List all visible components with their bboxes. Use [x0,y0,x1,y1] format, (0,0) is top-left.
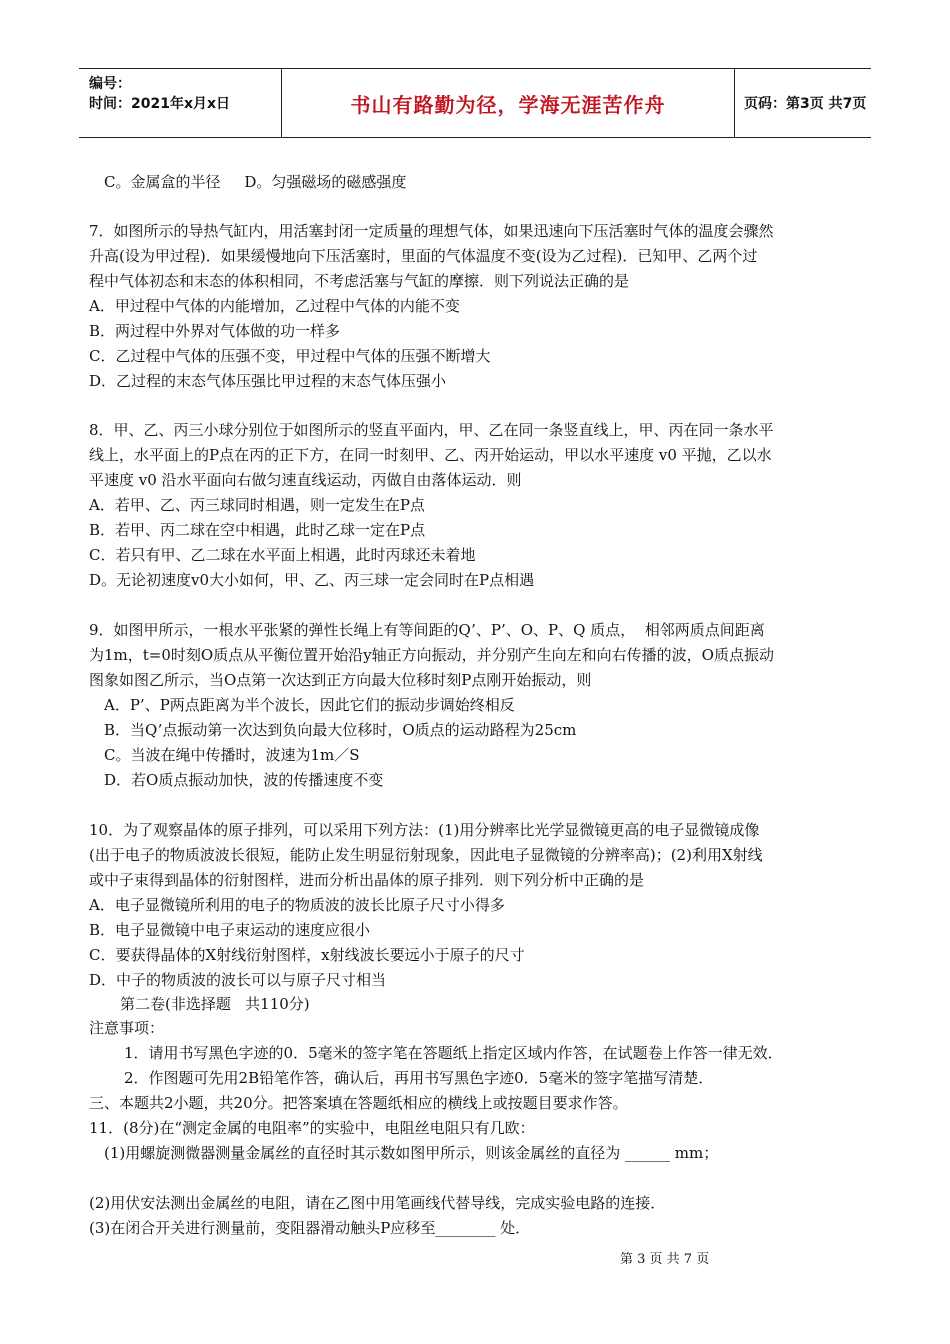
option-line: C。当波在绳中传播时，波速为1m／S [104,746,360,764]
header-info-cell [79,69,282,137]
question-7-line: 程中气体初态和末态的体积相同，不考虑活塞与气缸的摩擦．则下列说法正确的是 [89,272,630,290]
question-11-line: (1)用螺旋测微器测量金属丝的直径时其示数如图甲所示，则该金属丝的直径为 ______ mm； [104,1144,719,1162]
option-line: D．若O质点振动加快，波的传播速度不变 [104,771,384,789]
option-line: C．若只有甲、乙二球在水平面上相遇，此时丙球还未着地 [89,546,476,564]
option-line: B．电子显微镜中电子束运动的速度应很小 [89,921,371,939]
option-line: D。无论初速度v0大小如何，甲、乙、丙三球一定会同时在P点相遇 [89,571,535,589]
section-instruction: 三、本题共2小题，共20分。把答案填在答题纸相应的横线上或按题目要求作答。 [89,1094,628,1112]
question-8-line: 平速度 v0 沿水平面向右做匀速直线运动，丙做自由落体运动．则 [89,471,522,489]
question-10-line: 或中子束得到晶体的衍射图样，进而分析出晶体的原子排列．则下列分析中正确的是 [89,871,645,889]
header-motto-cell [282,69,735,137]
motto: 书山有路勤为径，学海无涯苦作舟 [350,93,666,117]
question-9-line: 图象如图乙所示，当O点第一次达到正方向最大位移时刻P点刚开始振动，则 [89,671,592,689]
option-line: B．若甲、丙二球在空中相遇，此时乙球一定在P点 [89,521,426,539]
option-line: A．P’、P两点距离为半个波长，因此它们的振动步调始终相反 [104,696,515,714]
question-8-line: 线上，水平面上的P点在丙的正下方，在同一时刻甲、乙、丙开始运动，甲以水平速度 v0 平抛，乙以水 [89,446,772,464]
notice-item: 2．作图题可先用2B铅笔作答，确认后，再用书写黑色字迹0．5毫米的签字笔描写清楚． [124,1069,714,1087]
question-9-line: 为1m，t=0时刻O质点从平衡位置开始沿y轴正方向振动，并分别产生向左和向右传播的波，O质点振动 [89,646,774,664]
option-line: C．要获得晶体的X射线衍射图样，x射线波长要远小于原子的尺寸 [89,946,525,964]
option-line: A．甲过程中气体的内能增加，乙过程中气体的内能不变 [89,297,460,315]
question-11-line: (3)在闭合开关进行测量前，变阻器滑动触头P应移至________ 处． [89,1219,531,1237]
question-7-line: 升高(设为甲过程)．如果缓慢地向下压活塞时，里面的气体温度不变(设为乙过程)．已知甲、乙两个过 [89,247,758,265]
option-line: B．两过程中外界对气体做的功一样多 [89,322,341,340]
question-10-line: 10．为了观察晶体的原子排列，可以采用下列方法：(1)用分辨率比光学显微镜更高的电子显微镜成像 [89,821,760,839]
option-line: D．乙过程的末态气体压强比甲过程的末态气体压强小 [89,372,447,390]
question-11-line: 11．(8分)在“测定金属的电阻率”的实验中，电阻丝电阻只有几欧： [89,1119,535,1137]
option-line: C．乙过程中气体的压强不变，甲过程中气体的压强不断增大 [89,347,491,365]
section-title: 第二卷(非选择题 共110分) [120,995,310,1013]
option-line: A．若甲、乙、丙三球同时相遇，则一定发生在P点 [89,496,425,514]
question-10-line: (出于电子的物质波波长很短，能防止发生明显衍射现象，因此电子显微镜的分辨率高)；(2)利用X射线 [89,846,763,864]
page-footer: 第 3 页 共 7 页 [620,1252,710,1267]
question-8-line: 8．甲、乙、丙三小球分别位于如图所示的竖直平面内，甲、乙在同一条竖直线上，甲、丙在同一条水平 [89,421,774,439]
serial-label: 编号： [89,76,131,92]
question-7-line: 7．如图所示的导热气缸内，用活塞封闭一定质量的理想气体，如果迅速向下压活塞时气体的温度会骤然 [89,222,774,240]
page-header [79,68,871,138]
time-label: 时间：2021年x月x日 [89,96,231,112]
notice-heading: 注意事项： [89,1019,165,1037]
option-line: C。金属盒的半径 D。匀强磁场的磁感强度 [104,173,407,191]
header-page-cell [736,69,871,137]
option-line: D．中子的物质波的波长可以与原子尺寸相当 [89,971,387,989]
option-line: A．电子显微镜所利用的电子的物质波的波长比原子尺寸小得多 [89,896,505,914]
question-9-line: 9．如图甲所示，一根水平张紧的弹性长绳上有等间距的Q’、P’、O、P、Q 质点， 相邻两质点间距离 [89,621,765,639]
notice-item: 1．请用书写黑色字迹的0．5毫米的签字笔在答题纸上指定区域内作答，在试题卷上作答一律无效． [124,1044,783,1062]
page-label: 页码：第3页 共7页 [744,96,867,112]
question-11-line: (2)用伏安法测出金属丝的电阻，请在乙图中用笔画线代替导线，完成实验电路的连接． [89,1194,666,1212]
option-line: B．当Q’点振动第一次达到负向最大位移时，O质点的运动路程为25cm [104,721,577,739]
